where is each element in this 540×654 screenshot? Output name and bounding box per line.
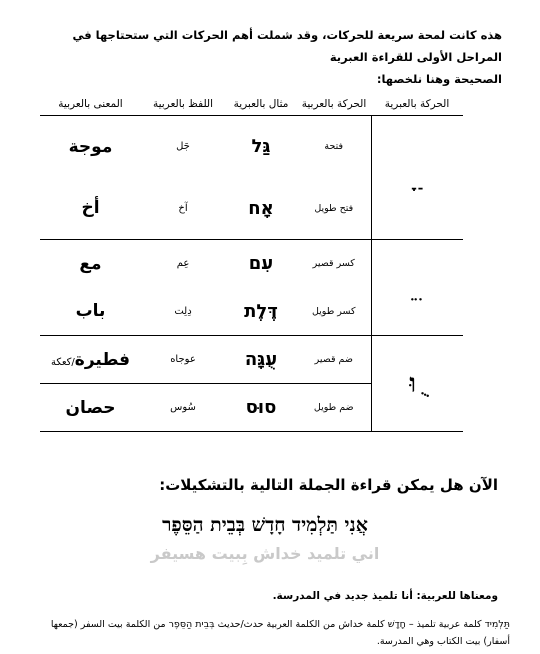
arabic-meaning: أخ [81,198,100,219]
vowels-table [40,93,463,432]
hebrew-example: סוּס [245,397,277,418]
header-arabic-meaning: المعنى بالعربية [58,98,123,110]
header-hebrew-example: مثال بالعبرية [233,98,289,110]
vowel-name: كسر قصير [312,258,355,270]
arabic-meaning: حصان [65,397,116,418]
table-row [40,336,463,384]
table-row [40,116,463,178]
table-row [40,240,463,288]
sentence-meaning: ومعناها للعربية: أنا تلميذ جديد في المدرسة. [272,590,498,602]
arabic-pronunciation: آخ [178,202,188,214]
hebrew-example: אָח [248,197,274,219]
vowel-mark-cell [371,116,463,240]
vowel-mark: ֻ וּ [409,368,426,399]
hebrew-sentence: אֲנִי תַּלְמִיד חָדָשׁ בְּבֵית הַסֵּפֶר [162,514,368,536]
vowel-name: ضم قصير [314,354,353,365]
vowel-name: فتح طويل [314,202,354,214]
vowel-name: كسر طويل [311,305,356,317]
vowel-mark-cell [371,336,463,432]
arabic-meaning: موجة [68,136,113,157]
vowel-mark: ַ ָ [414,162,421,193]
header-arabic-pronunciation: اللفظ بالعربية [152,98,214,110]
table-header-row [40,93,463,116]
vowel-name: ضم طويل [313,402,354,413]
arabic-pronunciation: دِلِت [174,305,192,317]
hebrew-example: גַּל [251,136,271,158]
footnote: תַּלְמִיד كلمة عربية تلميذ – חָדָשׁ كلمة خداش من الكلمة العربية حدث/حديث בְּבֵית הַסֵּפֶר من الكلمة بيت السفر (جمعها أسفار) بيت الكتاب وهي المدرسة. [50,619,510,647]
arabic-meaning: باب [75,301,106,322]
vowel-mark: ִ ֵ [414,272,421,303]
hebrew-example: עִם [248,253,274,275]
arabic-meaning: فطيرة/كعكة [50,349,131,370]
vowel-name: فتحة [324,141,344,153]
intro-line-1: هذه كانت لمحة سريعة للحركات، وقد شملت أهم الحركات التي ستحتاجها في المراحل الأولى للقراءة العبرية [72,28,502,64]
practice-question: الآن هل يمكن قراءة الجملة التالية بالتشكيلات: [159,476,498,494]
arabic-pronunciation: سُوس [170,402,196,413]
hebrew-example: עֻגָּה [244,349,278,370]
arabic-meaning: مع [79,253,102,274]
arabic-transliteration: اني تلميد خداش بِبيت هسيفر [150,544,380,563]
arabic-pronunciation: عِم [176,258,190,270]
header-hebrew-vowel: الحركة بالعبرية [384,98,450,110]
vowel-mark-cell [371,240,463,336]
hebrew-example: דֶּלֶת [244,300,278,322]
arabic-pronunciation: عوجاه [170,354,196,365]
intro-line-2: الصحيحة وهنا نلخصها: [376,72,502,86]
arabic-pronunciation: جَل [176,141,190,153]
header-arabic-vowel: الحركة بالعربية [301,98,367,110]
intro-paragraph [32,24,502,90]
